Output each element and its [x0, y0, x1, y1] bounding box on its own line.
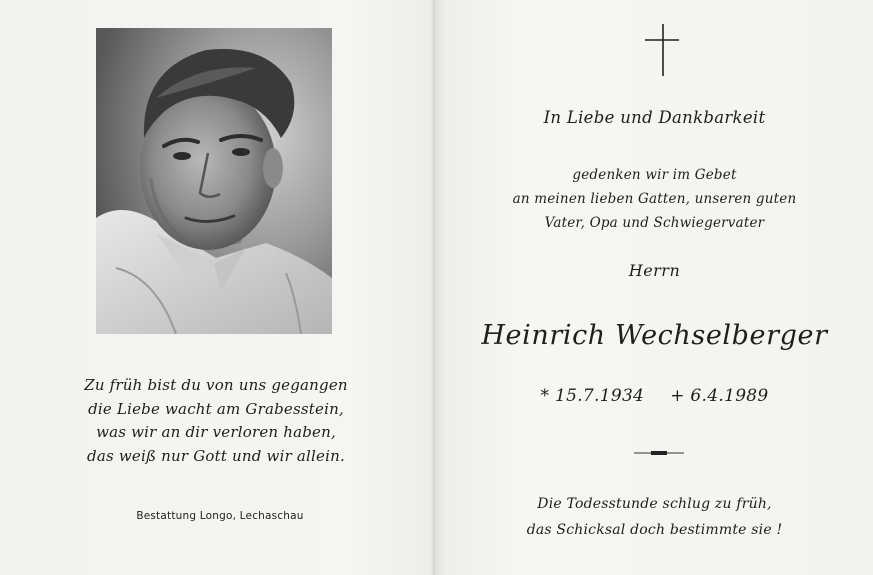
memorial-verse [56, 374, 376, 468]
divider-ornament-icon [634, 449, 684, 457]
verse-line: was wir an dir verloren haben, [96, 423, 336, 441]
verse-line: das weiß nur Gott und wir allein. [87, 446, 345, 465]
cross-icon [641, 22, 681, 78]
birth-date: * 15.7.1934 [540, 386, 645, 406]
verse-line: die Liebe wacht am Grabesstein, [88, 399, 344, 418]
body-line: an meinen lieben Gatten, unseren guten [512, 191, 797, 207]
closing-line: Die Todesstunde schlug zu früh, [537, 496, 772, 512]
salutation: Herrn [628, 261, 681, 280]
life-dates [436, 386, 873, 406]
verse-line: Zu früh bist du von uns gegangen [84, 376, 348, 394]
portrait-photo [96, 28, 332, 334]
deceased-name: Heinrich Wechselberger [481, 320, 828, 351]
left-panel [0, 0, 432, 575]
closing-line: das Schicksal doch bestimmte sie ! [526, 522, 783, 538]
memorial-heading: In Liebe und Dankbarkeit [543, 108, 766, 127]
death-date: + 6.4.1989 [670, 386, 769, 406]
body-line: gedenken wir im Gebet [572, 167, 737, 183]
closing-verse [436, 491, 873, 543]
body-line: Vater, Opa und Schwiegervater [544, 215, 765, 231]
undertaker-credit: Bestattung Longo, Lechaschau [136, 510, 304, 522]
right-panel [436, 0, 873, 575]
memorial-body [436, 163, 873, 235]
